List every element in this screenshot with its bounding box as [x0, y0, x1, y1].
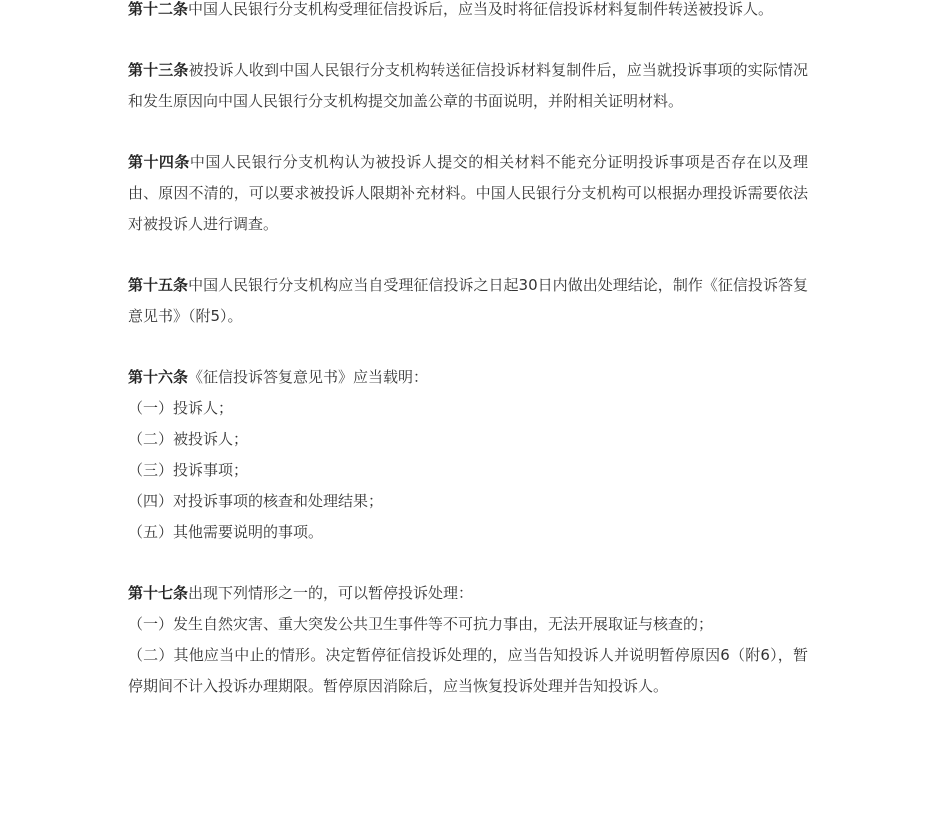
list-item: （五）其他需要说明的事项。	[128, 523, 324, 541]
article-paragraph	[128, 147, 808, 240]
article-heading: 第十三条	[128, 61, 189, 79]
list-item: （三）投诉事项；	[128, 461, 249, 479]
list-item: （二）其他应当中止的情形。决定暂停征信投诉处理的，应当告知投诉人并说明暂停原因6（附6），暂停期间不计入投诉办理期限。暂停原因消除后，应当恢复投诉处理并告知投诉人。	[128, 646, 808, 695]
list-item: （二）被投诉人；	[128, 430, 249, 448]
article-14	[128, 147, 808, 240]
article-paragraph	[128, 362, 808, 393]
article-paragraph	[128, 578, 808, 609]
article-text: 出现下列情形之一的，可以暂停投诉处理：	[188, 584, 474, 602]
article-17	[128, 578, 808, 702]
article-12	[128, 0, 808, 25]
article-heading: 第十五条	[128, 276, 189, 294]
article-text: 中国人民银行分支机构认为被投诉人提交的相关材料不能充分证明投诉事项是否存在以及理由、原因不清的，可以要求被投诉人限期补充材料。中国人民银行分支机构可以根据办理投诉需要依法对被投诉人进行调查。	[128, 153, 808, 233]
article-paragraph	[128, 55, 808, 117]
article-text: 中国人民银行分支机构受理征信投诉后，应当及时将征信投诉材料复制件转送被投诉人。	[188, 0, 774, 18]
list-item: （一）发生自然灾害、重大突发公共卫生事件等不可抗力事由，无法开展取证与核查的；	[128, 615, 714, 633]
regulation-document	[128, 0, 808, 732]
list-item: （一）投诉人；	[128, 399, 234, 417]
article-text: 被投诉人收到中国人民银行分支机构转送征信投诉材料复制件后，应当就投诉事项的实际情况和发生原因向中国人民银行分支机构提交加盖公章的书面说明，并附相关证明材料。	[128, 61, 808, 110]
article-paragraph	[128, 270, 808, 332]
article-heading: 第十四条	[128, 153, 190, 171]
article-15	[128, 270, 808, 332]
article-16	[128, 362, 808, 548]
article-heading: 第十二条	[128, 0, 189, 18]
article-13	[128, 55, 808, 117]
list-item: （四）对投诉事项的核查和处理结果；	[128, 492, 384, 510]
article-paragraph	[128, 0, 808, 25]
article-text: 中国人民银行分支机构应当自受理征信投诉之日起30日内做出处理结论，制作《征信投诉答复意见书》（附5）。	[128, 276, 808, 325]
article-text: 《征信投诉答复意见书》应当载明：	[188, 368, 429, 386]
article-heading: 第十七条	[128, 584, 189, 602]
article-heading: 第十六条	[128, 368, 189, 386]
